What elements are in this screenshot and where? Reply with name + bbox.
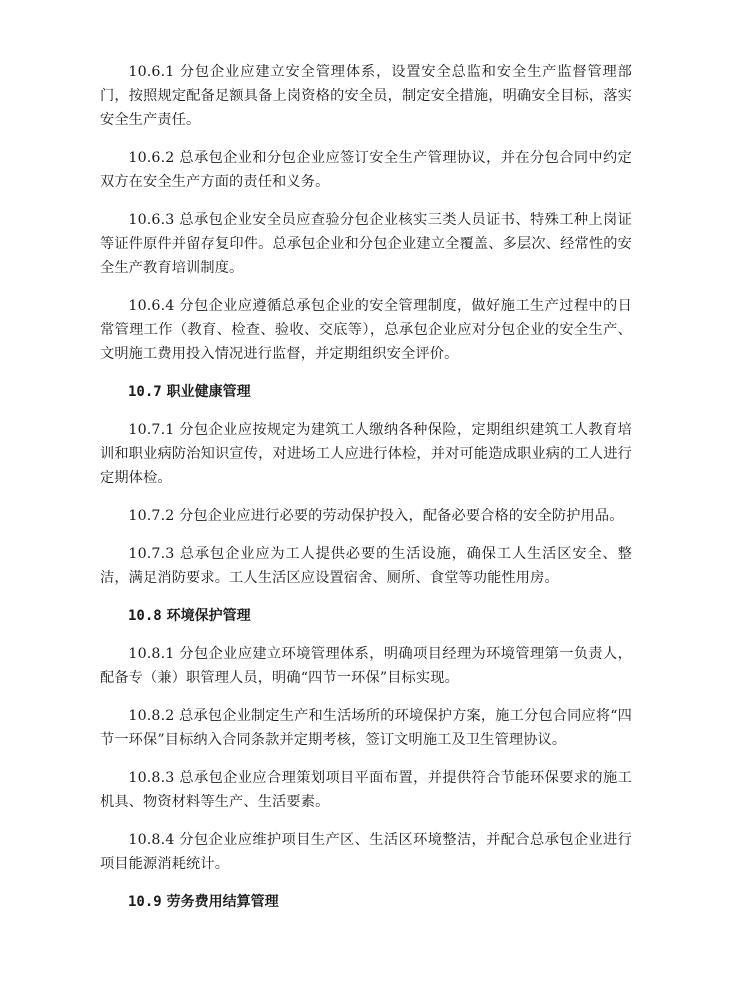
clause-10-8-2: 10.8.2 总承包企业制定生产和生活场所的环境保护方案，施工分包合同应将“四节一环保”目标纳入合同条款并定期考核，签订文明施工及卫生管理协议。 bbox=[100, 708, 632, 748]
clause-10-7-3: 10.7.3 总承包企业应为工人提供必要的生活设施，确保工人生活区安全、整洁，满足消防要求。工人生活区应设置宿舍、厕所、食堂等功能性用房。 bbox=[100, 546, 632, 586]
section-heading-10-9 bbox=[100, 890, 632, 914]
clause-10-6-2: 10.6.2 总承包企业和分包企业应签订安全生产管理协议，并在分包合同中约定双方在安全生产方面的责任和义务。 bbox=[100, 150, 632, 190]
clause-10-8-3: 10.8.3 总承包企业应合理策划项目平面布置，并提供符合节能环保要求的施工机具、物资材料等生产、生活要素。 bbox=[100, 770, 632, 810]
clause-10-6-4: 10.6.4 分包企业应遵循总承包企业的安全管理制度，做好施工生产过程中的日常管理工作（教育、检查、验收、交底等），总承包企业应对分包企业的安全生产、文明施工费用投入情况进行监督，并定期组织安全评价。 bbox=[100, 298, 632, 362]
clause-10-7-1: 10.7.1 分包企业应按规定为建筑工人缴纳各种保险，定期组织建筑工人教育培训和职业病防治知识宣传，对进场工人应进行体检，并对可能造成职业病的工人进行定期体检。 bbox=[100, 422, 632, 486]
clause-10-8-1: 10.8.1 分包企业应建立环境管理体系，明确项目经理为环境管理第一负责人，配备专（兼）职管理人员，明确“四节一环保”目标实现。 bbox=[100, 646, 632, 686]
section-title: 劳务费用结算管理 bbox=[166, 894, 279, 910]
document-page bbox=[100, 60, 632, 928]
section-heading-10-7 bbox=[100, 380, 632, 404]
section-number: 10.7 bbox=[128, 384, 162, 400]
clause-10-8-4: 10.8.4 分包企业应维护项目生产区、生活区环境整洁，并配合总承包企业进行项目能源消耗统计。 bbox=[100, 832, 632, 872]
clause-10-6-3: 10.6.3 总承包企业安全员应查验分包企业核实三类人员证书、特殊工种上岗证等证件原件并留存复印件。总承包企业和分包企业建立全覆盖、多层次、经常性的安全生产教育培训制度。 bbox=[100, 212, 632, 276]
clause-10-6-1: 10.6.1 分包企业应建立安全管理体系，设置安全总监和安全生产监督管理部门，按照规定配备足额具备上岗资格的安全员，制定安全措施，明确安全目标，落实安全生产责任。 bbox=[100, 64, 632, 128]
clause-10-7-2: 10.7.2 分包企业应进行必要的劳动保护投入，配备必要合格的安全防护用品。 bbox=[128, 508, 624, 524]
section-number: 10.9 bbox=[128, 894, 162, 910]
section-heading-10-8 bbox=[100, 604, 632, 628]
section-title: 环境保护管理 bbox=[166, 608, 251, 624]
section-number: 10.8 bbox=[128, 608, 162, 624]
section-title: 职业健康管理 bbox=[166, 384, 251, 400]
